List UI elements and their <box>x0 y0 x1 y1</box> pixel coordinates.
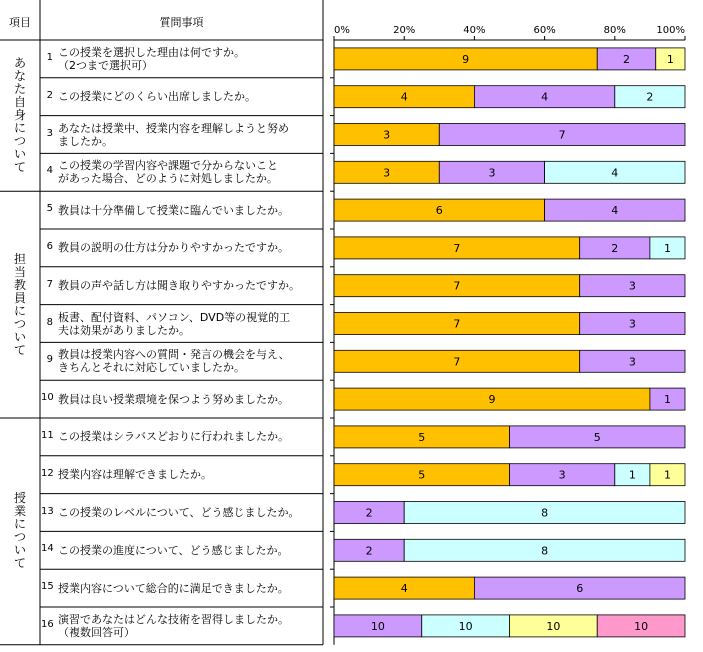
section-label: 授業について <box>13 491 26 571</box>
question-number: 6 <box>46 240 53 252</box>
question-text: 演習であなたはどんな技術を習得しましたか。 （複数回答可） <box>58 612 289 639</box>
question-text: 授業内容について総合的に満足できましたか。 <box>58 581 289 595</box>
x-tick-label: 60% <box>533 25 556 36</box>
question-text: 授業内容は理解できましたか。 <box>58 468 212 482</box>
data-label: 1 <box>663 468 671 482</box>
data-label: 3 <box>383 166 391 180</box>
question-text: 教員は授業内容への質問・発言の機会を与え、 きちんとそれに対応していましたか。 <box>58 348 290 375</box>
question-text: 教員は良い授業環境を保つよう努めましたか。 <box>58 392 289 406</box>
data-label: 1 <box>663 393 671 407</box>
question-number: 11 <box>41 429 54 441</box>
data-label: 5 <box>418 430 426 444</box>
column-header-question: 質問事項 <box>159 16 204 29</box>
question-text: 教員の説明の仕方は分かりやすかったですか。 <box>58 241 289 255</box>
question-text: あなたは授業中、授業内容を理解しようと努め ましたか。 <box>58 121 289 148</box>
data-label: 3 <box>628 279 636 293</box>
data-label: 3 <box>628 355 636 369</box>
question-text: この授業にどのくらい出席しましたか。 <box>58 90 256 104</box>
question-text: 教員は十分準備して授業に臨んでいましたか。 <box>58 203 289 217</box>
data-label: 2 <box>365 544 373 558</box>
data-label: 4 <box>611 166 619 180</box>
question-number: 12 <box>41 467 54 479</box>
data-label: 7 <box>453 317 461 331</box>
x-tick-label: 0% <box>334 25 350 36</box>
data-label: 8 <box>541 506 549 520</box>
data-label: 10 <box>458 619 473 633</box>
question-text: この授業を選択した理由は何ですか。 （2つまで選択可） <box>58 45 245 72</box>
section-label: 担当教員について <box>13 251 26 357</box>
question-text: この授業はシラバスどおりに行われましたか。 <box>58 430 289 444</box>
data-label: 2 <box>611 241 619 255</box>
question-text: 教員の声や話し方は聞き取りやすかったですか。 <box>58 279 300 293</box>
data-label: 6 <box>435 204 443 218</box>
question-number: 10 <box>41 392 54 404</box>
question-number: 16 <box>41 618 54 630</box>
question-number: 14 <box>41 543 54 555</box>
data-label: 9 <box>488 393 496 407</box>
question-number: 9 <box>46 354 53 366</box>
question-number: 1 <box>46 51 53 63</box>
question-number: 7 <box>46 278 53 290</box>
data-label: 3 <box>383 128 391 142</box>
data-label: 2 <box>623 52 630 66</box>
question-text: この授業の学習内容や課題で分からないこと があった場合、どのように対処しましたか。 <box>58 159 278 186</box>
data-label: 7 <box>453 241 461 255</box>
question-text: 板書、配付資料、パソコン、DVD等の視覚的工 夫は効果がありましたか。 <box>58 310 291 337</box>
data-label: 2 <box>365 506 373 520</box>
data-label: 6 <box>576 582 584 596</box>
x-tick-label: 80% <box>603 25 626 36</box>
data-label: 2 <box>646 90 654 104</box>
data-label: 8 <box>541 544 549 558</box>
data-label: 4 <box>541 90 549 104</box>
column-header-item: 項目 <box>9 16 31 29</box>
data-label: 10 <box>634 619 649 633</box>
data-label: 4 <box>611 204 619 218</box>
data-label: 1 <box>628 468 636 482</box>
question-number: 2 <box>46 89 53 101</box>
data-label: 5 <box>418 468 426 482</box>
data-label: 9 <box>462 52 470 66</box>
question-number: 15 <box>41 581 54 593</box>
data-label: 5 <box>593 430 601 444</box>
x-tick-label: 40% <box>463 25 486 36</box>
data-label: 1 <box>666 52 674 66</box>
question-number: 8 <box>46 316 53 328</box>
x-tick-label: 100% <box>656 25 685 36</box>
question-number: 13 <box>41 505 54 517</box>
data-label: 4 <box>400 90 408 104</box>
question-text: この授業の進度について、どう感じましたか。 <box>58 543 289 557</box>
data-label: 3 <box>558 468 566 482</box>
question-number: 3 <box>46 127 53 139</box>
data-label: 4 <box>400 582 408 596</box>
section-label: あなた自身について <box>13 56 26 175</box>
data-label: 1 <box>663 241 671 255</box>
data-label: 7 <box>453 355 461 369</box>
data-label: 10 <box>546 619 561 633</box>
question-text: この授業のレベルについて、どう感じましたか。 <box>58 506 300 519</box>
data-label: 3 <box>488 166 496 180</box>
question-number: 4 <box>46 165 53 177</box>
data-label: 7 <box>453 279 461 293</box>
x-tick-label: 20% <box>393 25 416 36</box>
data-label: 3 <box>628 317 636 331</box>
data-label: 7 <box>558 128 566 142</box>
data-label: 10 <box>370 619 385 633</box>
question-number: 5 <box>46 203 53 215</box>
